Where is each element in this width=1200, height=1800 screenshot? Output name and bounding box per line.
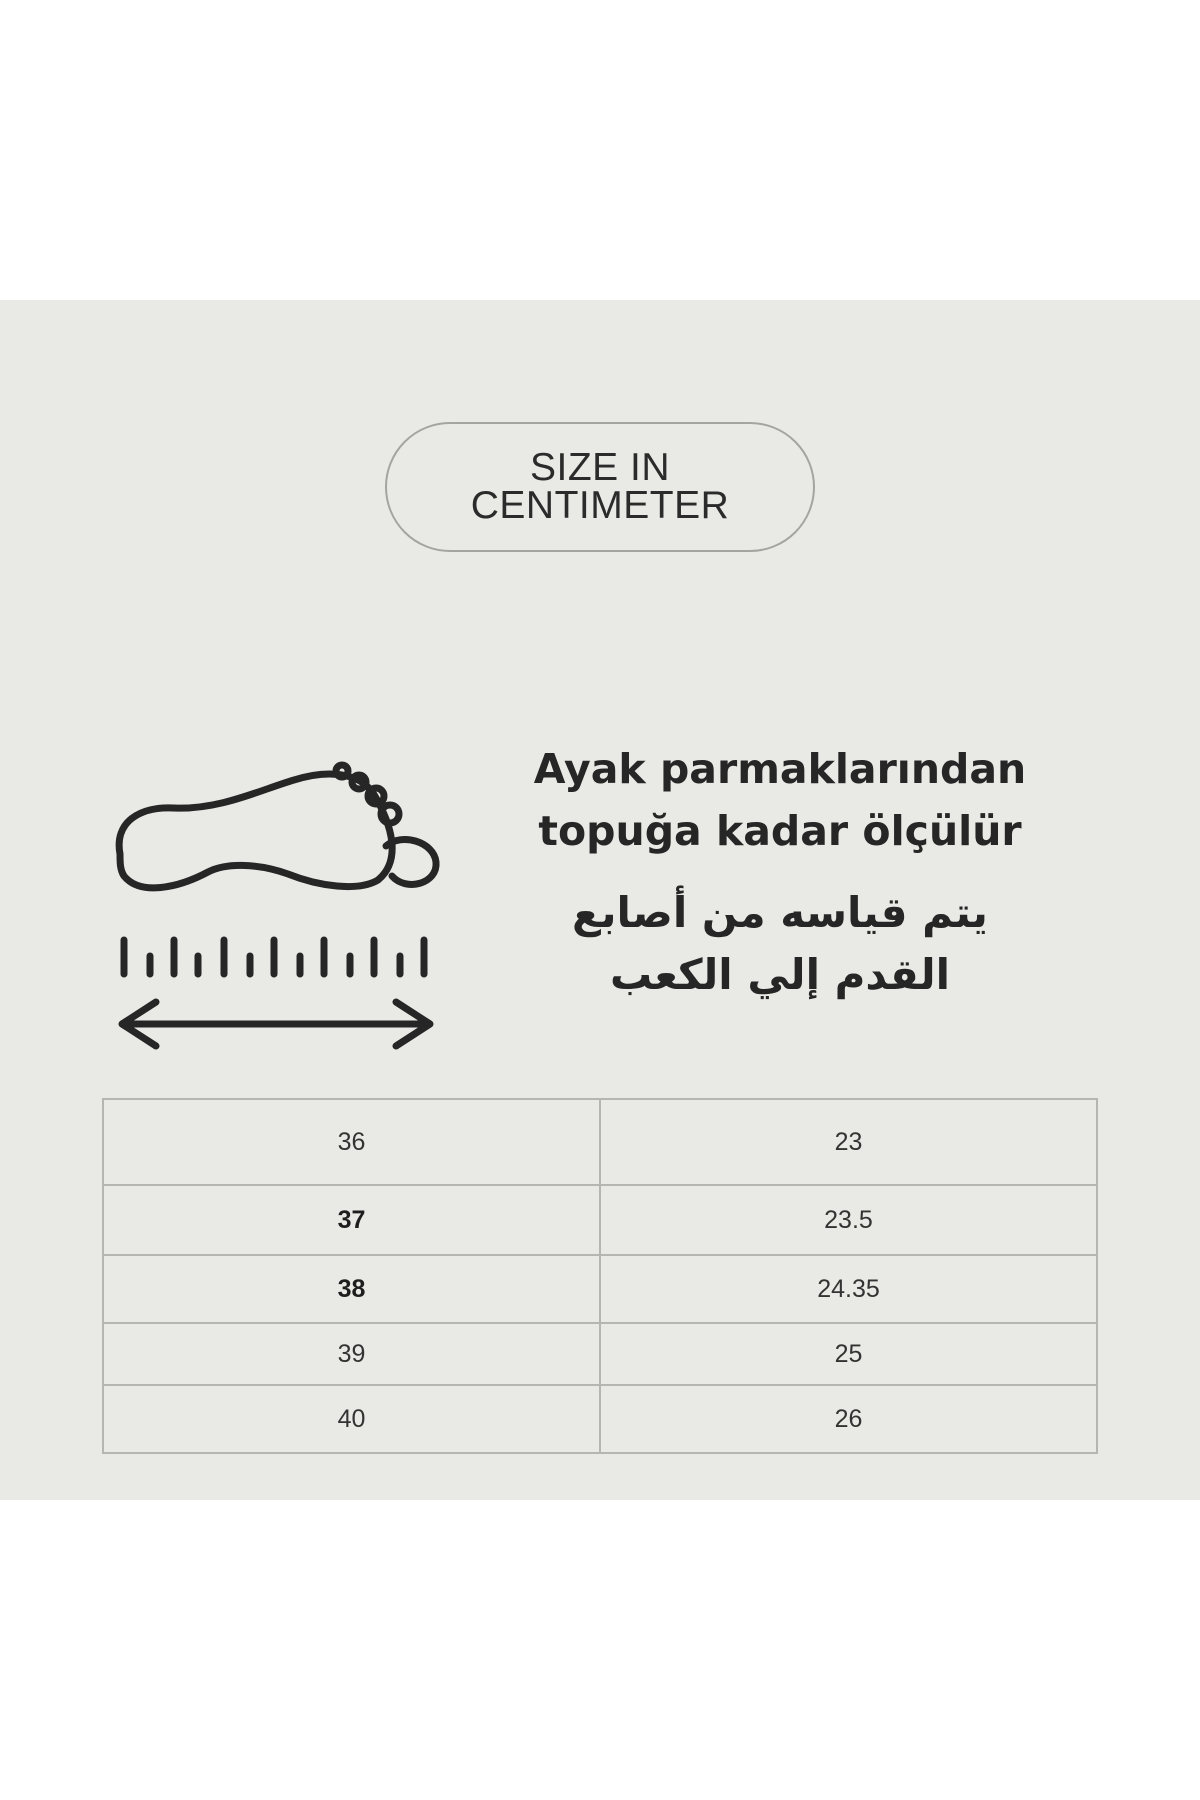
caption-turkish (500, 738, 1060, 862)
cm-cell: 26 (600, 1385, 1097, 1453)
size-cell: 40 (103, 1385, 600, 1453)
caption-arabic (500, 882, 1060, 1006)
ruler-ticks-icon (124, 940, 424, 974)
size-cell: 39 (103, 1323, 600, 1385)
double-arrow-icon (122, 1002, 430, 1046)
cm-cell: 25 (600, 1323, 1097, 1385)
size-chart-panel (0, 300, 1200, 1500)
caption-arabic-line2: القدم إلي الكعب (609, 950, 951, 999)
cm-cell: 23 (600, 1099, 1097, 1185)
size-cell: 38 (103, 1255, 600, 1323)
table-row (103, 1255, 1097, 1323)
table-row (103, 1099, 1097, 1185)
cm-cell: 24.35 (600, 1255, 1097, 1323)
size-cell: 37 (103, 1185, 600, 1255)
table-row (103, 1385, 1097, 1453)
size-table (102, 1098, 1098, 1454)
caption-turkish-line1: Ayak parmaklarından (533, 745, 1027, 793)
caption-turkish-line2: topuğa kadar ölçülür (538, 807, 1022, 855)
measurement-caption (500, 738, 1060, 1006)
size-title-line1: SIZE IN (529, 446, 671, 489)
cm-cell: 23.5 (600, 1185, 1097, 1255)
foot-outline-icon (119, 765, 436, 888)
table-row (103, 1185, 1097, 1255)
size-title-line2: CENTIMETER (470, 484, 730, 527)
size-cell: 36 (103, 1099, 600, 1185)
size-title-badge (385, 422, 815, 552)
foot-measure-graphic (110, 750, 450, 1060)
table-row (103, 1323, 1097, 1385)
caption-arabic-line1: يتم قياسه من أصابع (572, 888, 988, 937)
